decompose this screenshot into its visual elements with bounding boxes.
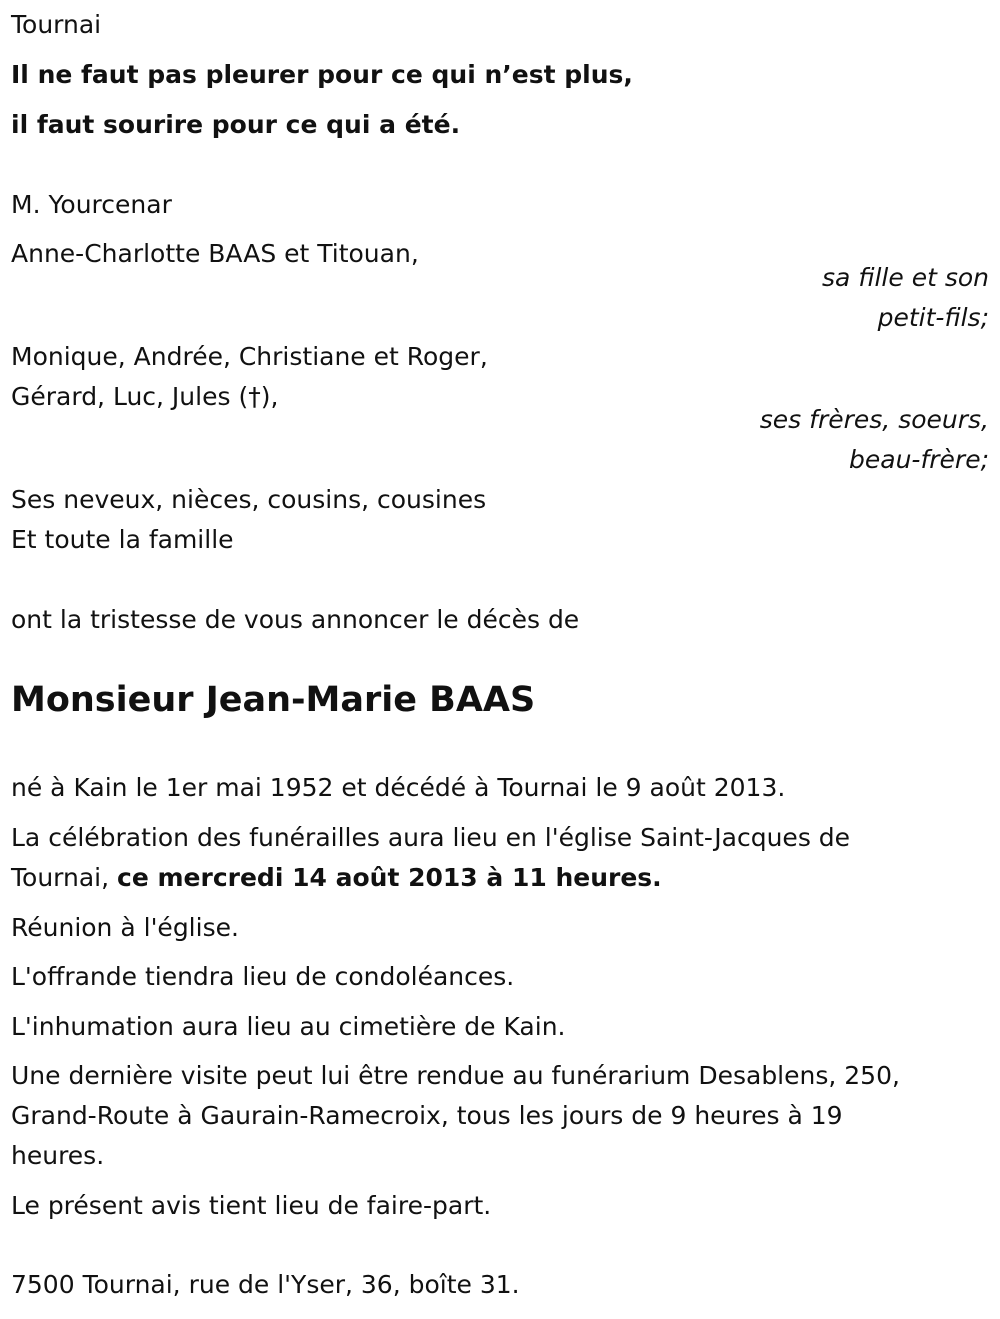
- info-line: Réunion à l'église.: [11, 913, 239, 942]
- family-relation: petit-fils;: [877, 303, 989, 332]
- ceremony: [11, 858, 662, 898]
- announcement: ont la tristesse de vous annoncer le décès de: [11, 605, 580, 634]
- city: Tournai: [11, 10, 102, 39]
- family-relation: ses frères, soeurs,: [759, 405, 989, 434]
- visit: Une dernière visite peut lui être rendue au funérarium Desablens, 250,: [11, 1061, 900, 1090]
- family-names: Monique, Andrée, Christiane et Roger,: [11, 342, 488, 371]
- family-relation: sa fille et son: [822, 263, 989, 292]
- info-line: L'inhumation aura lieu au cimetière de Kain.: [11, 1012, 566, 1041]
- others: Et toute la famille: [11, 525, 234, 554]
- family-relation: beau-frère;: [849, 445, 989, 474]
- notice: Le présent avis tient lieu de faire-part.: [11, 1191, 492, 1220]
- visit: Grand-Route à Gaurain-Ramecroix, tous les jours de 9 heures à 19: [11, 1101, 843, 1130]
- info-line: L'offrande tiendra lieu de condoléances.: [11, 962, 515, 991]
- visit: heures.: [11, 1141, 105, 1170]
- address: 7500 Tournai, rue de l'Yser, 36, boîte 31.: [11, 1270, 520, 1299]
- ceremony-text: Tournai,: [11, 863, 118, 892]
- quote-line: il faut sourire pour ce qui a été.: [11, 110, 461, 139]
- quote-line: Il ne faut pas pleurer pour ce qui n’est plus,: [11, 60, 633, 89]
- family-names: Gérard, Luc, Jules (†),: [11, 382, 279, 411]
- ceremony: La célébration des funérailles aura lieu en l'église Saint-Jacques de: [11, 823, 851, 852]
- birth-death: né à Kain le 1er mai 1952 et décédé à Tournai le 9 août 2013.: [11, 773, 786, 802]
- quote-author: M. Yourcenar: [11, 190, 172, 219]
- deceased-name: Monsieur Jean-Marie BAAS: [11, 680, 536, 720]
- family-names: Anne-Charlotte BAAS et Titouan,: [11, 239, 419, 268]
- others: Ses neveux, nièces, cousins, cousines: [11, 485, 487, 514]
- ceremony-date: ce mercredi 14 août 2013 à 11 heures.: [117, 863, 662, 892]
